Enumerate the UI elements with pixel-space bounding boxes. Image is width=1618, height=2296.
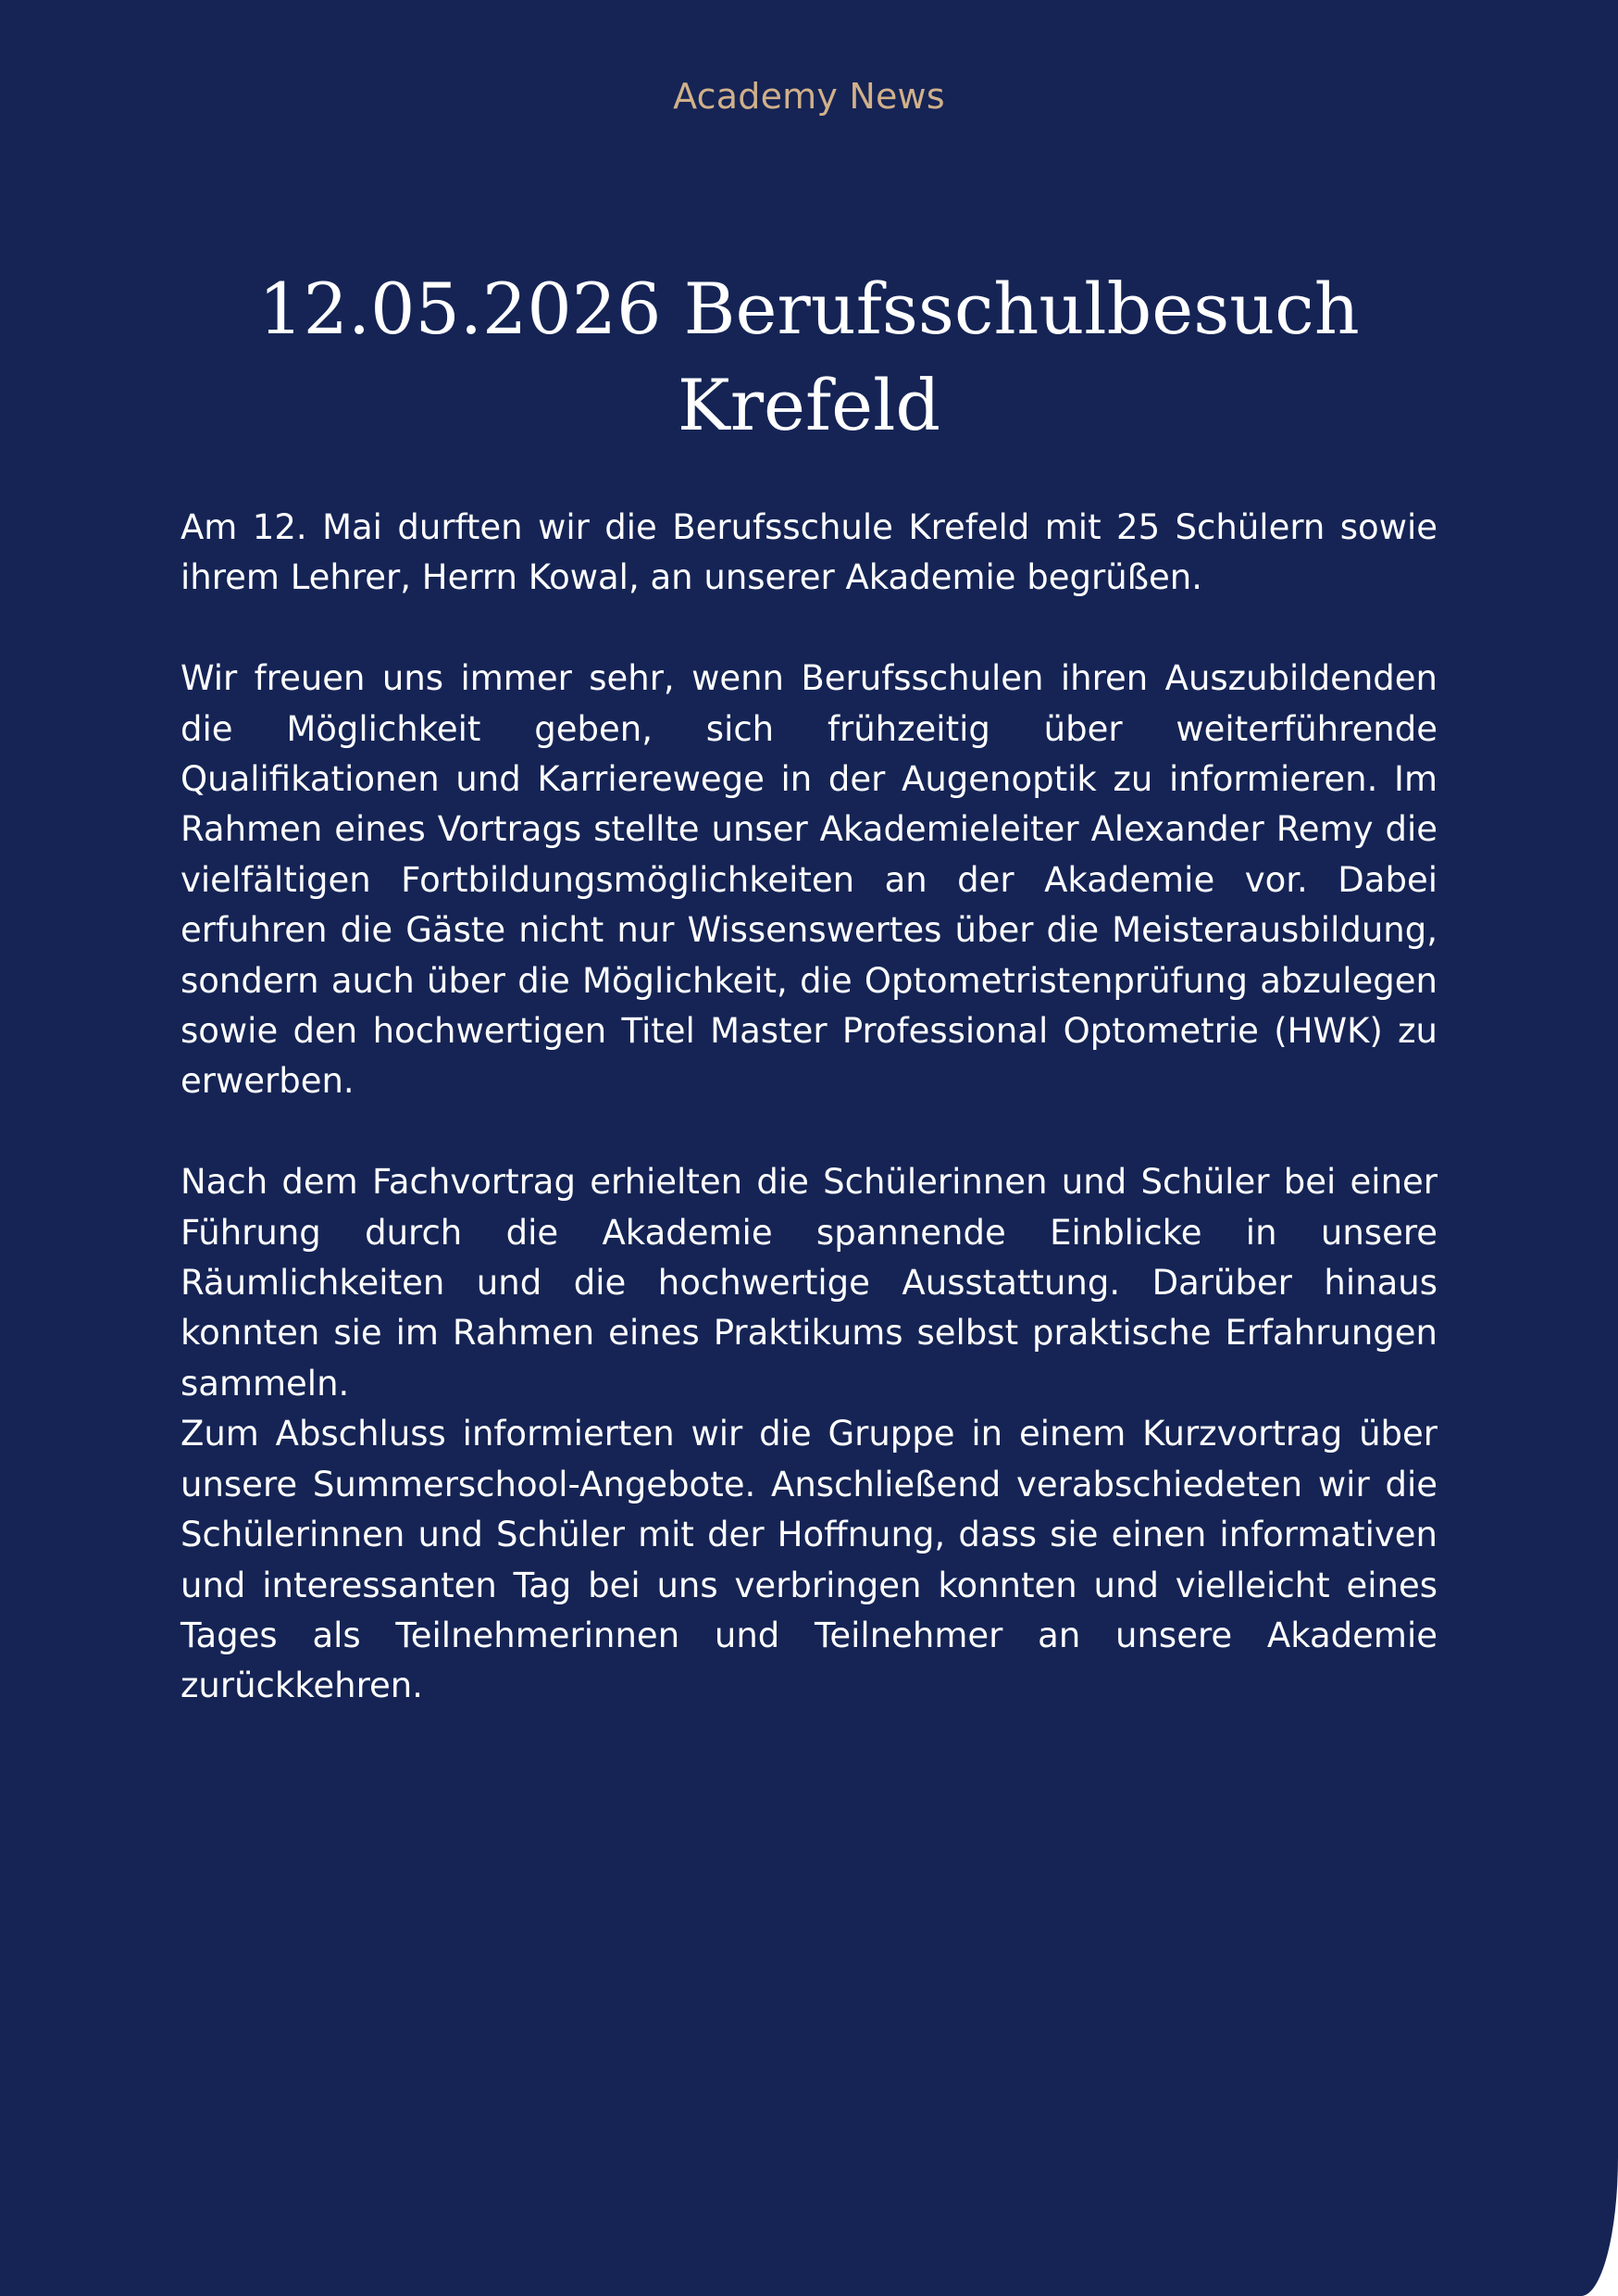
article-paragraph-3: Nach dem Fachvortrag erhielten die Schülerinnen und Schüler bei einer Führung durch die Akademie spannende Einblicke in unsere Räumlichkeiten und die hochwertige Ausstattung. Darüber hinaus konnten sie im Rahmen eines Praktikums selbst praktische Erfahrungen sammeln. bbox=[180, 1162, 1438, 1404]
article-title-line-2: Krefeld bbox=[677, 364, 941, 446]
article-paragraph-2: Wir freuen uns immer sehr, wenn Berufsschulen ihren Auszubildenden die Möglichkeit geben, sich frühzeitig über weiterführende Qualifikationen und Karrierewege in der Augenoptik zu informieren. Im Rahmen eines Vortrags stellte unser Akademieleiter Alexander Remy die vielfältigen Fortbildungsmöglichkeiten an der Akademie vor. Dabei erfuhren die Gäste nicht nur Wissenswertes über die Meisterausbildung, sondern auch über die Möglichkeit, die Optometristenprüfung abzulegen sowie den hochwertigen Titel Master Professional Optometrie (HWK) zu erwerben. bbox=[180, 658, 1438, 1102]
section-kicker: Academy News bbox=[673, 76, 945, 117]
article-paragraph-4: Zum Abschluss informierten wir die Gruppe in einem Kurzvortrag über unsere Summerschool-Angebote. Anschließend verabschiedeten wir die Schülerinnen und Schüler mit der Hoffnung, dass sie einen informativen und interessanten Tag bei uns verbringen konnten und vielleicht eines Tages als Teilnehmerinnen und Teilnehmer an unsere Akademie zurückkehren. bbox=[180, 1414, 1438, 1706]
article-paragraph-1: Am 12. Mai durften wir die Berufsschule Krefeld mit 25 Schülern sowie ihrem Lehrer, Herrn Kowal, an unserer Akademie begrüßen. bbox=[180, 507, 1438, 598]
article-title bbox=[161, 261, 1457, 454]
article-body bbox=[180, 503, 1438, 1712]
article-title-line-1: 12.05.2026 Berufsschulbesuch bbox=[258, 268, 1360, 350]
